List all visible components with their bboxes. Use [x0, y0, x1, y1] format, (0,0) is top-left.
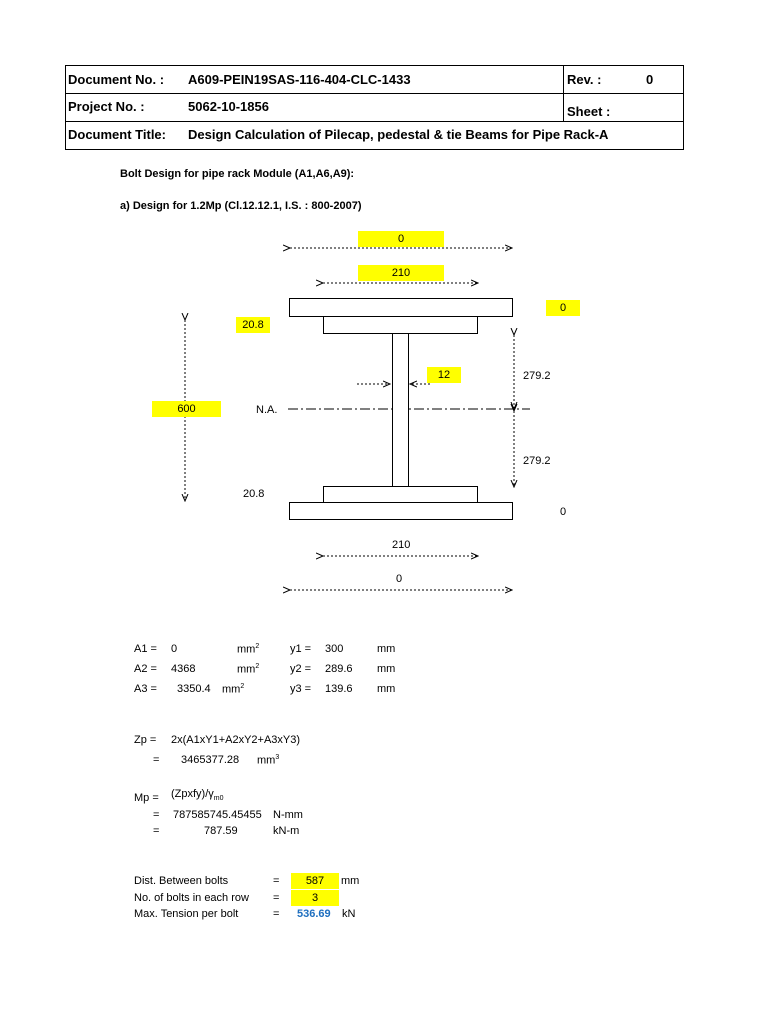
y1-value: 300 — [325, 643, 344, 655]
bot-plate-width: 0 — [396, 573, 403, 585]
a1-unit: $mm^2$ — [237, 643, 260, 656]
mp-eq2: = — [153, 825, 160, 837]
mp-unit2: kN-m — [273, 825, 300, 837]
mp-value1: 787585745.45455 — [173, 809, 262, 821]
lower-dist: 279.2 — [523, 455, 551, 467]
mp-value2: 787.59 — [204, 825, 238, 837]
web — [392, 333, 409, 487]
a3-unit: $mm^2$ — [222, 683, 245, 696]
y3-value: 139.6 — [325, 683, 353, 695]
zp-eq: = — [153, 754, 160, 766]
bot-plate-thk: 0 — [560, 506, 567, 518]
sheet-label: Sheet : — [567, 104, 611, 119]
num-value: 3 — [291, 890, 339, 906]
mp-unit1: N-mm — [273, 809, 303, 821]
rev-label: Rev. : — [567, 72, 602, 87]
doc-no-label: Document No. : — [68, 72, 165, 87]
y1-unit: mm — [377, 643, 396, 655]
mp-formula: $(Zpxfy)/\gamma_{m0}$ — [171, 788, 224, 803]
doc-no-value: A609-PEIN19SAS-116-404-CLC-1433 — [188, 72, 411, 87]
mp-eq1: = — [153, 809, 160, 821]
bot-flange-width: 210 — [392, 539, 411, 551]
zp-unit: $mm^3$ — [257, 754, 280, 767]
zp-formula: 2x(A1xY1+A2xY2+A3xY3) — [171, 734, 301, 746]
dist-eq: = — [273, 875, 280, 887]
y3-label: y3 = — [290, 683, 312, 695]
a3-label: A3 = — [134, 683, 157, 695]
top-plate-thk: 0 — [546, 300, 580, 316]
y3-unit: mm — [377, 683, 396, 695]
dist-value: 587 — [291, 873, 339, 889]
bottom-plate — [289, 502, 513, 520]
title-value: Design Calculation of Pilecap, pedestal & tie Beams for Pipe Rack-A — [188, 127, 609, 142]
na-label: N.A. — [256, 404, 278, 416]
top-flange-thk: 20.8 — [236, 317, 270, 333]
zp-label: Zp = — [134, 734, 157, 746]
a2-value: 4368 — [171, 663, 196, 675]
a1-value: 0 — [171, 643, 178, 655]
dist-label: Dist. Between bolts — [134, 875, 229, 887]
num-eq: = — [273, 892, 280, 904]
rev-value: 0 — [646, 72, 654, 87]
section-heading: Bolt Design for pipe rack Module (A1,A6,A9): — [120, 168, 355, 180]
top-flange — [323, 316, 478, 334]
a3-value: 3350.4 — [177, 683, 211, 695]
web-thk: 12 — [427, 367, 461, 383]
project-label: Project No. : — [68, 99, 145, 114]
tension-label: Max. Tension per bolt — [134, 908, 239, 920]
y2-unit: mm — [377, 663, 396, 675]
top-plate-width: 0 — [358, 231, 444, 247]
tension-eq: = — [273, 908, 280, 920]
bot-flange-thk: 20.8 — [243, 488, 265, 500]
upper-dist: 279.2 — [523, 370, 551, 382]
y1-label: y1 = — [290, 643, 312, 655]
num-label: No. of bolts in each row — [134, 892, 249, 904]
a2-label: A2 = — [134, 663, 157, 675]
title-label: Document Title: — [68, 127, 166, 142]
project-value: 5062-10-1856 — [188, 99, 269, 114]
section-depth: 600 — [152, 401, 221, 417]
tension-unit: kN — [342, 908, 356, 920]
zp-value: 3465377.28 — [181, 754, 240, 766]
y2-value: 289.6 — [325, 663, 353, 675]
top-flange-width: 210 — [358, 265, 444, 281]
bottom-flange — [323, 486, 478, 503]
top-plate — [289, 298, 513, 317]
section-subheading: a) Design for 1.2Mp (Cl.12.12.1, I.S. : 800-2007) — [120, 200, 362, 212]
mp-label: Mp = — [134, 792, 159, 804]
y2-label: y2 = — [290, 663, 312, 675]
a2-unit: $mm^2$ — [237, 663, 260, 676]
dist-unit: mm — [341, 875, 360, 887]
tension-value: 536.69 — [297, 908, 331, 920]
a1-label: A1 = — [134, 643, 157, 655]
